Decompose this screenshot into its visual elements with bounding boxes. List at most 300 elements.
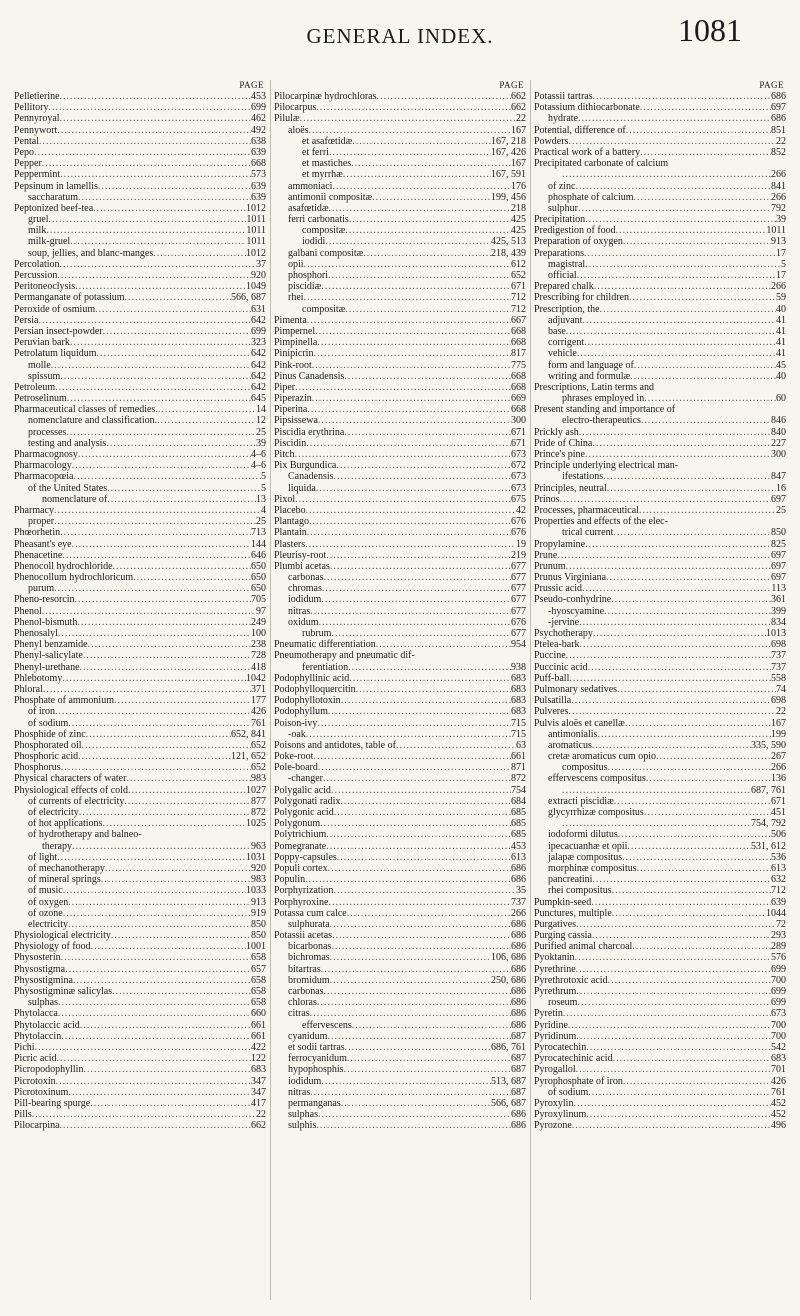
page-reference: 661	[251, 1030, 266, 1042]
index-term: sulphurata	[288, 918, 330, 930]
index-entry	[534, 337, 786, 348]
index-term: Picropodophyllin	[14, 1064, 84, 1076]
dot-leader	[568, 706, 776, 717]
page-reference: 59	[776, 292, 786, 304]
index-entry	[14, 785, 266, 796]
index-entry	[534, 617, 786, 628]
page-reference: 668	[511, 325, 526, 337]
dot-leader	[75, 281, 246, 292]
index-term: phosphate of calcium	[548, 191, 634, 203]
page-reference: 697	[771, 102, 786, 114]
index-term: Prussic acid	[534, 583, 583, 595]
page-reference: 715	[511, 717, 526, 729]
page-reference: 1033	[246, 885, 266, 897]
index-entry	[14, 181, 266, 192]
index-term: Permanganate of potassium	[14, 292, 125, 304]
dot-leader	[321, 281, 511, 292]
index-entry	[14, 841, 266, 852]
dot-leader	[606, 572, 771, 583]
index-entry	[274, 818, 526, 829]
dot-leader	[57, 125, 251, 136]
page-reference: 13	[256, 493, 266, 505]
dot-leader	[579, 617, 771, 628]
index-term: Phytolacca	[14, 1008, 58, 1020]
page-reference: 668	[251, 158, 266, 170]
index-term: jalapæ compositus	[548, 851, 623, 863]
dot-leader	[352, 136, 491, 147]
index-term: Ptelea-bark	[534, 639, 580, 651]
dot-leader	[60, 169, 251, 180]
page-reference: 642	[251, 348, 266, 360]
index-term: Piscidia erythrina	[274, 426, 345, 438]
index-term: compositæ	[302, 303, 346, 315]
index-term: et asafœtidæ	[302, 135, 353, 147]
page-reference: 642	[251, 359, 266, 371]
page-reference: 39	[776, 214, 786, 226]
index-entry	[534, 449, 786, 460]
index-entry	[14, 102, 266, 113]
dot-leader	[563, 1008, 771, 1019]
index-entry	[14, 684, 266, 695]
index-term: Physiological effects of cold	[14, 784, 128, 796]
dot-leader	[310, 1008, 511, 1019]
index-term: Purified animal charcoal	[534, 941, 633, 953]
page-reference: 266	[771, 762, 786, 774]
dot-leader	[46, 225, 246, 236]
dot-leader	[363, 248, 491, 259]
index-term: Prickly ash	[534, 426, 579, 438]
dot-leader	[592, 874, 771, 885]
index-term: Phlebotomy	[14, 672, 63, 684]
page-reference: 426	[251, 706, 266, 718]
page-reference: 683	[511, 683, 526, 695]
index-term: Populin	[274, 874, 306, 886]
index-term: form and language of	[548, 359, 634, 371]
index-term: Phosphorus	[14, 762, 61, 774]
page-reference: 683	[511, 672, 526, 684]
index-term: Poke-root	[274, 751, 314, 763]
index-term: oxidum	[288, 616, 319, 628]
index-term: sulphas	[288, 1109, 318, 1121]
dot-leader	[61, 952, 251, 963]
page-reference: 1025	[246, 818, 266, 830]
index-term: ifestations	[562, 471, 604, 483]
page-reference: 686	[511, 963, 526, 975]
page-reference: 661	[511, 751, 526, 763]
index-entry	[274, 718, 526, 729]
page-reference: 686	[511, 1109, 526, 1121]
page-reference: 683	[251, 1064, 266, 1076]
index-entry	[274, 863, 526, 874]
column-divider	[270, 80, 271, 1300]
page-reference: 662	[511, 91, 526, 102]
dot-leader	[57, 852, 246, 863]
dot-leader	[111, 930, 251, 941]
dot-leader	[328, 706, 511, 717]
index-term: Pulvis aloës et canellæ	[534, 717, 625, 729]
dot-leader	[576, 919, 776, 930]
index-entry	[14, 952, 266, 963]
dot-leader	[639, 505, 776, 516]
page-reference: 686	[511, 941, 526, 953]
index-term: Phenacetine	[14, 549, 63, 561]
index-term: milk	[28, 225, 47, 237]
page-reference: 737	[771, 661, 786, 673]
dot-leader	[345, 1042, 491, 1053]
index-entry	[274, 438, 526, 449]
page-reference: 685	[511, 818, 526, 830]
index-term: Present standing and importance of	[534, 404, 676, 416]
dot-leader	[88, 639, 251, 650]
dot-leader	[328, 863, 511, 874]
dot-leader	[340, 796, 511, 807]
page-reference: 686	[511, 1008, 526, 1020]
page-reference: 737	[511, 896, 526, 908]
index-term: soup, jellies, and blanc-manges	[28, 247, 154, 259]
index-entry	[14, 773, 266, 784]
dot-leader	[608, 762, 771, 773]
index-term: asafœtidæ	[288, 202, 329, 214]
dot-leader	[321, 1076, 491, 1087]
page-reference: 687	[511, 1064, 526, 1076]
page-reference: 761	[251, 717, 266, 729]
index-entry	[534, 192, 786, 203]
index-term: Pimpinella	[274, 337, 318, 349]
index-term: therapy	[42, 840, 72, 852]
index-term: Phenosalyl	[14, 628, 58, 639]
index-term: of mineral springs	[28, 874, 101, 886]
index-entry	[534, 852, 786, 863]
dot-leader	[60, 91, 251, 102]
index-entry	[534, 561, 786, 572]
index-entry	[534, 1031, 786, 1042]
index-entry	[14, 304, 266, 315]
index-term: Puff-ball	[534, 672, 570, 684]
dot-leader	[106, 438, 256, 449]
index-term: Pilocarpina	[14, 1120, 60, 1132]
index-term: Persian insect-powder	[14, 325, 103, 337]
page-reference: 673	[511, 482, 526, 494]
index-term: Pix Burgundica	[274, 460, 337, 472]
index-term: Pepper	[14, 158, 42, 170]
page-reference: 361	[771, 594, 786, 606]
index-entry	[14, 516, 266, 527]
index-term: carbonas	[288, 986, 324, 997]
page-reference: 41	[776, 348, 786, 360]
page-reference: 22	[516, 113, 526, 125]
dot-leader	[107, 494, 256, 505]
index-entry	[14, 807, 266, 818]
page-reference: 513, 687	[491, 1075, 526, 1087]
dot-leader	[632, 941, 771, 952]
index-entry	[534, 483, 786, 494]
dot-leader	[641, 415, 771, 426]
dot-leader	[316, 1120, 511, 1131]
index-entry-list	[14, 91, 266, 1131]
page-reference: 687	[511, 1030, 526, 1042]
index-term: antimonii compositæ	[288, 191, 373, 203]
index-term: Pyrocatechinic acid	[534, 1053, 613, 1065]
dot-leader	[569, 673, 771, 684]
dot-leader	[60, 1120, 251, 1131]
index-term: of sodium	[28, 717, 69, 729]
page-reference: 683	[511, 695, 526, 707]
dot-leader	[562, 785, 751, 796]
index-entry	[274, 259, 526, 270]
index-term: Peritoneoclysis	[14, 281, 76, 293]
index-term: Piper	[274, 381, 296, 393]
dot-leader	[321, 594, 511, 605]
page-reference: 700	[771, 1019, 786, 1031]
page-number: 1081	[678, 12, 742, 48]
index-entry	[534, 225, 786, 236]
page-reference: 686	[771, 91, 786, 102]
dot-leader	[61, 762, 251, 773]
dot-leader	[579, 427, 771, 438]
index-term: Phenyl-urethane	[14, 661, 80, 673]
index-entry	[14, 762, 266, 773]
index-term: Pipsissewa	[274, 415, 318, 427]
index-term: of iron	[28, 706, 55, 718]
dot-leader	[336, 460, 511, 471]
index-term: Pills	[14, 1109, 32, 1121]
dot-leader	[592, 930, 771, 941]
index-entry	[274, 494, 526, 505]
page-reference: 1011	[246, 236, 266, 248]
index-term: of light	[28, 851, 58, 863]
index-entry	[534, 113, 786, 124]
index-entry	[14, 505, 266, 516]
dot-leader	[77, 617, 251, 628]
index-term: Canadensis	[288, 471, 334, 483]
index-term: Physostigminæ salicylas	[14, 986, 113, 997]
index-term: base	[548, 325, 566, 337]
dot-leader	[324, 986, 511, 997]
index-entry	[274, 181, 526, 192]
page-reference: 399	[771, 605, 786, 617]
index-entry	[14, 852, 266, 863]
page-reference: 677	[511, 594, 526, 606]
index-entry	[14, 169, 266, 180]
index-entry	[14, 248, 266, 259]
index-entry	[14, 225, 266, 236]
page-reference: 668	[511, 404, 526, 416]
page-reference: 677	[511, 583, 526, 595]
dot-leader	[35, 1042, 251, 1053]
index-term: Pyroxylin	[534, 1097, 574, 1109]
page-reference: 792	[771, 202, 786, 214]
page-reference: 566, 687	[491, 1097, 526, 1109]
index-entry	[14, 315, 266, 326]
page-reference: 920	[251, 862, 266, 874]
page-reference: 289	[771, 941, 786, 953]
index-term: Pyrogallol	[534, 1064, 576, 1076]
dot-leader	[577, 348, 776, 359]
column-page-heading: PAGE	[759, 80, 784, 90]
dot-leader	[331, 941, 511, 952]
index-term: Pneumatic differentiation	[274, 639, 376, 651]
page-reference: 697	[771, 549, 786, 561]
page-reference: 639	[251, 191, 266, 203]
index-term: antimonialis	[548, 728, 598, 740]
dot-leader	[295, 449, 511, 460]
index-term: Pharmacopœia	[14, 471, 74, 483]
dot-leader	[73, 471, 261, 482]
index-term: purum	[28, 583, 55, 595]
index-term: Phenol	[14, 605, 42, 617]
index-term: bicarbonas	[288, 941, 332, 953]
dot-leader	[58, 628, 251, 639]
dot-leader	[578, 203, 771, 214]
page-reference: 700	[771, 1030, 786, 1042]
index-term: Predigestion of food	[534, 225, 616, 237]
page-reference: 632	[771, 874, 786, 886]
dot-leader	[612, 908, 766, 919]
index-term: et sodii tartras	[288, 1041, 345, 1053]
index-entry	[534, 1064, 786, 1075]
dot-leader	[80, 1020, 251, 1031]
dot-leader	[568, 136, 776, 147]
index-term: Phosphide of zinc	[14, 728, 86, 740]
index-entry	[274, 897, 526, 908]
index-term: Physosterin	[14, 952, 61, 964]
index-term: Pepo	[14, 146, 34, 158]
index-entry	[14, 617, 266, 628]
index-entry	[534, 214, 786, 225]
page-reference: 5	[261, 482, 266, 494]
index-entry	[534, 941, 786, 952]
index-term: iodoformi dilutus	[548, 829, 618, 841]
page-reference: 1031	[246, 851, 266, 863]
index-entry	[534, 706, 786, 717]
index-term: Pulsatilla	[534, 695, 572, 707]
dot-leader	[646, 773, 771, 784]
dot-leader	[103, 326, 251, 337]
dot-leader	[54, 583, 251, 594]
dot-leader	[112, 986, 251, 997]
dot-leader	[78, 192, 251, 203]
index-term: electro-therapeutics	[562, 415, 641, 427]
page-reference: 775	[511, 359, 526, 371]
index-term: Pyrozone	[534, 1120, 572, 1132]
page-reference: 167	[511, 158, 526, 170]
index-entry	[14, 751, 266, 762]
index-entry	[534, 606, 786, 617]
dot-leader	[316, 102, 511, 113]
index-term: citras	[288, 1008, 310, 1020]
page-reference: 45	[776, 359, 786, 371]
index-term: Pental	[14, 135, 39, 147]
index-entry	[274, 158, 526, 169]
dot-leader	[372, 192, 491, 203]
dot-leader	[629, 292, 776, 303]
page-reference: 453	[511, 840, 526, 852]
index-entry	[274, 919, 526, 930]
index-entry	[274, 225, 526, 236]
page-reference: 737	[771, 650, 786, 662]
index-entry	[534, 494, 786, 505]
index-entry	[534, 360, 786, 371]
page-reference: 22	[776, 706, 786, 718]
page-reference: 1011	[246, 225, 266, 237]
index-term: of ozone	[28, 907, 63, 919]
index-term: Pichi	[14, 1041, 35, 1053]
index-entry	[14, 449, 266, 460]
dot-leader	[317, 337, 511, 348]
index-term: Prescription, the	[534, 303, 600, 315]
index-term: Pyrocatechin	[534, 1041, 587, 1053]
index-term: Pyroxylinum	[534, 1109, 587, 1121]
dot-leader	[58, 1008, 251, 1019]
page-reference: 41	[776, 325, 786, 337]
index-entry	[534, 729, 786, 740]
index-term: Pepsinum in lamellis	[14, 180, 98, 192]
page-reference: 728	[251, 650, 266, 662]
dot-leader	[334, 807, 511, 818]
dot-leader	[307, 527, 511, 538]
page-reference: 613	[771, 862, 786, 874]
index-term: Pinipicrin	[274, 348, 314, 360]
index-entry	[274, 315, 526, 326]
index-term: Pyrophosphate of iron	[534, 1075, 623, 1087]
index-entry	[274, 1087, 526, 1098]
dot-leader	[306, 729, 511, 740]
index-entry	[274, 606, 526, 617]
index-entry	[274, 1098, 526, 1109]
index-term: Pyrethrum	[534, 986, 577, 997]
index-entry	[14, 863, 266, 874]
dot-leader	[62, 673, 246, 684]
page-reference: 97	[256, 605, 266, 617]
dot-leader	[588, 662, 771, 673]
dot-leader	[328, 270, 511, 281]
index-term: Piperazin	[274, 393, 312, 405]
index-term: Potential, difference of	[534, 124, 626, 136]
page-reference: 14	[256, 404, 266, 416]
dot-leader	[582, 315, 776, 326]
index-entry	[534, 505, 786, 516]
index-entry	[14, 539, 266, 550]
dot-leader	[584, 248, 776, 259]
index-term: Principle underlying electrical man-	[534, 460, 679, 472]
index-term: extracti piscidiæ	[548, 795, 614, 807]
index-entry	[274, 169, 526, 180]
dot-leader	[347, 1053, 511, 1064]
dot-leader	[97, 348, 252, 359]
dot-leader	[337, 852, 511, 863]
index-term: Pill-bearing spurge	[14, 1097, 91, 1109]
dot-leader	[623, 236, 771, 247]
dot-leader	[637, 863, 771, 874]
index-entry	[534, 874, 786, 885]
page-reference: 418	[251, 661, 266, 673]
index-term: Poisons and antidotes, table of	[274, 739, 396, 751]
index-entry	[14, 214, 266, 225]
index-entry	[274, 292, 526, 303]
page-reference: 687, 761	[751, 784, 786, 796]
index-entry	[534, 304, 786, 315]
page-reference: 983	[251, 874, 266, 886]
page-reference: 639	[771, 896, 786, 908]
page-reference: 266	[771, 191, 786, 203]
dot-leader	[305, 874, 511, 885]
index-entry	[274, 807, 526, 818]
index-entry	[274, 192, 526, 203]
index-term: Picrotoxinum	[14, 1086, 69, 1098]
index-term: proper	[28, 516, 55, 528]
index-term: Porphyroxine	[274, 896, 329, 908]
index-entry	[534, 841, 786, 852]
